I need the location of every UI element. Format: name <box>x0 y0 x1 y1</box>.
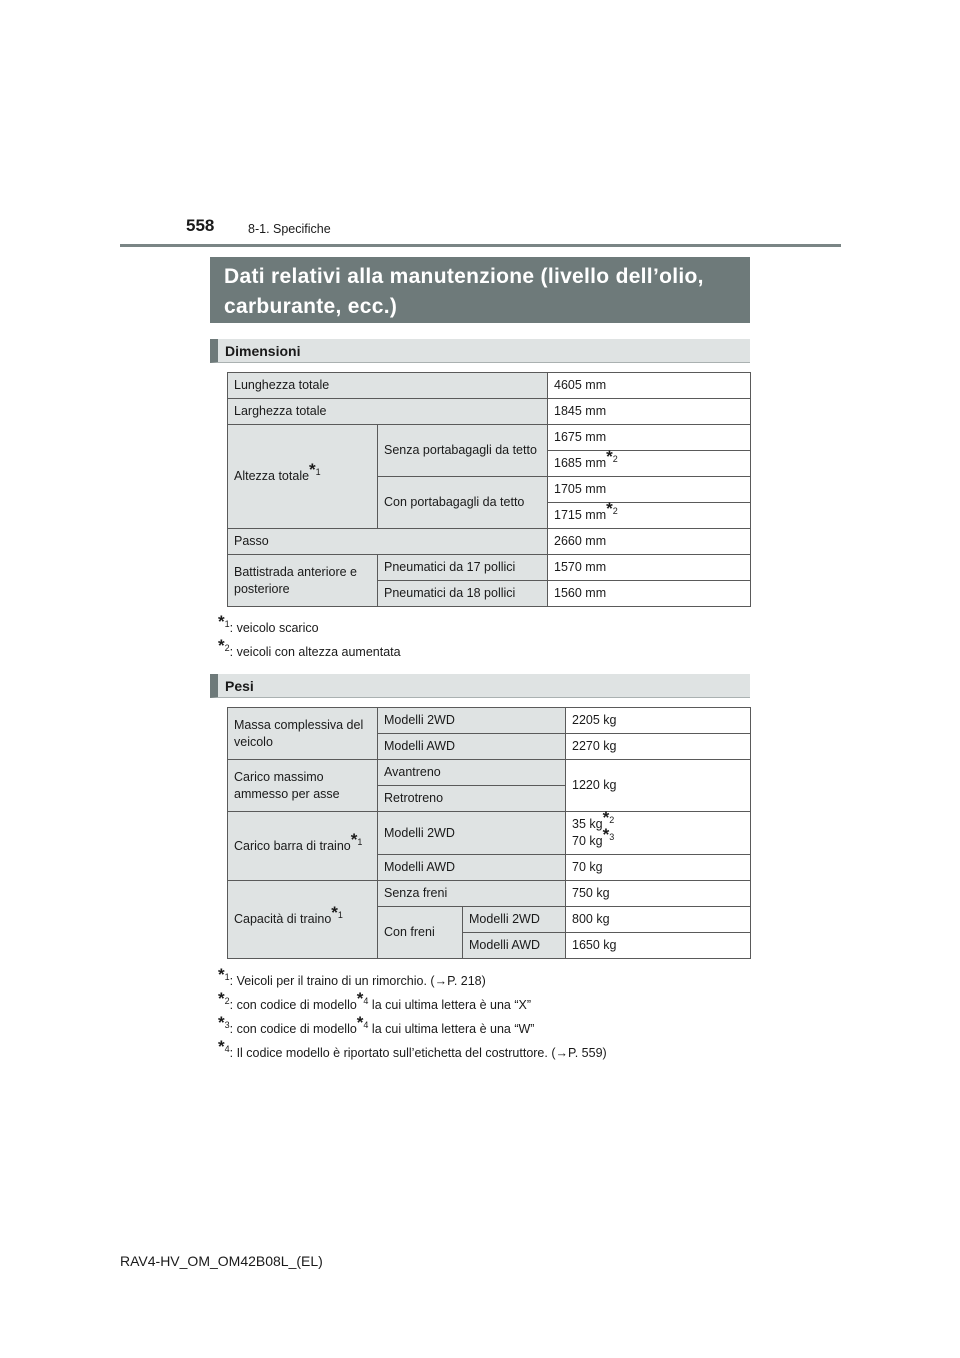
footnote-ref: 1 <box>224 618 230 629</box>
footnote-text: la cui ultima lettera è una “W” <box>368 1022 535 1036</box>
page-reference: P. 559) <box>568 1046 607 1060</box>
footnote-ref: 2 <box>612 505 618 516</box>
table-cell-label: Retrotreno <box>378 786 566 812</box>
document-code: RAV4-HV_OM_OM42B08L_(EL) <box>120 1253 323 1269</box>
table-cell-label: Modelli 2WD <box>378 708 566 734</box>
footnote-star: * <box>606 446 613 466</box>
table-cell-value: 2270 kg <box>566 734 751 760</box>
footnote <box>218 964 486 988</box>
table-cell-label: Con freni <box>378 907 463 959</box>
table-cell-label: Modelli 2WD <box>378 812 566 855</box>
value-text: 1715 mm <box>554 508 607 522</box>
footnote-text: : veicoli con altezza aumentata <box>229 645 401 659</box>
footnote <box>218 988 532 1012</box>
footnote-star: * <box>331 902 338 922</box>
footnote-ref: 1 <box>224 971 230 982</box>
footnote-text: : con codice di modello <box>229 1022 357 1036</box>
footnote-ref: 4 <box>363 995 369 1006</box>
footnote-star: * <box>606 498 613 518</box>
dimensions-table <box>227 372 751 607</box>
table-cell-label: Modelli AWD <box>378 734 566 760</box>
table-cell-label <box>228 425 378 529</box>
table-cell-label: Pneumatici da 17 pollici <box>378 555 548 581</box>
table-row <box>228 373 751 399</box>
page-reference: P. 218) <box>447 974 486 988</box>
table-cell-label: Battistrada anteriore e posteriore <box>228 555 378 607</box>
table-cell-value <box>548 498 751 529</box>
table-cell-value: 70 kg <box>566 855 751 881</box>
table-cell-label: Modelli AWD <box>463 933 566 959</box>
footnote-star: * <box>309 459 316 479</box>
table-cell-label: Larghezza totale <box>228 399 548 425</box>
altezza-label: Altezza totale <box>234 469 310 483</box>
footnote-ref: 3 <box>609 831 615 842</box>
table-cell-label: Avantreno <box>378 760 566 786</box>
footnote-ref: 3 <box>224 1019 230 1030</box>
dimensions-heading: Dimensioni <box>210 339 750 363</box>
table-cell-value: 2660 mm <box>548 529 751 555</box>
footnote-star: * <box>218 635 225 655</box>
footnote-star: * <box>356 1012 364 1032</box>
table-cell-label: Senza portabagagli da tetto <box>378 425 548 477</box>
arrow-icon: → <box>434 974 448 988</box>
footnote-ref: 1 <box>337 909 343 920</box>
footnote-text: la cui ultima lettera è una “X” <box>368 998 532 1012</box>
table-row <box>228 399 751 425</box>
table-cell-value: 1570 mm <box>548 555 751 581</box>
table-row <box>228 760 751 786</box>
table-cell-value <box>548 446 751 477</box>
footnote-text: : Il codice modello è riportato sull’etichetta del costruttore. ( <box>229 1046 556 1060</box>
footnote-ref: 4 <box>363 1019 369 1030</box>
footnote-star: * <box>218 988 225 1008</box>
table-cell-value: 4605 mm <box>548 373 751 399</box>
footnote-star: * <box>602 824 610 844</box>
table-cell-value: 1675 mm <box>548 425 751 451</box>
value-line <box>572 807 744 833</box>
page-number: 558 <box>186 216 215 235</box>
value-text: 1685 mm <box>554 456 607 470</box>
table-cell-value: 800 kg <box>566 907 751 933</box>
header-rule <box>120 244 841 247</box>
table-cell-value: 1705 mm <box>548 477 751 503</box>
footnote-star: * <box>218 964 225 984</box>
footnote-ref: 4 <box>224 1043 230 1054</box>
table-cell-label <box>228 881 378 959</box>
table-cell-label: Modelli AWD <box>378 855 566 881</box>
table-cell-label: Passo <box>228 529 548 555</box>
page-title-line-1: Dati relativi alla manutenzione (livello dell’olio, <box>224 265 704 288</box>
footnote-text: : con codice di modello <box>229 998 357 1012</box>
footnote-ref: 2 <box>612 453 618 464</box>
footnote <box>218 611 319 635</box>
table-row <box>228 529 751 555</box>
footnote <box>218 1036 607 1060</box>
arrow-icon: → <box>555 1046 568 1060</box>
page-title <box>210 257 750 323</box>
footnote-ref: 2 <box>224 642 230 653</box>
table-row <box>228 881 751 907</box>
footnote-text: : veicolo scarico <box>229 621 319 635</box>
value-text: 70 kg <box>572 834 603 848</box>
table-cell-label: Carico massimo ammesso per asse <box>228 760 378 812</box>
table-row <box>228 708 751 734</box>
footnote-ref: 2 <box>224 995 230 1006</box>
footnote-star: * <box>218 1012 225 1032</box>
footnote-star: * <box>356 988 364 1008</box>
table-cell-value: 1560 mm <box>548 581 751 607</box>
value-text: 35 kg <box>572 817 603 831</box>
capacita-label: Capacità di traino <box>234 912 332 926</box>
table-cell-label: Senza freni <box>378 881 566 907</box>
footnote-star: * <box>350 829 358 849</box>
table-row <box>228 555 751 581</box>
weights-heading: Pesi <box>210 674 750 698</box>
table-cell-label: Con portabagagli da tetto <box>378 477 548 529</box>
footnote-star: * <box>218 1036 225 1056</box>
barra-label: Carico barra di traino <box>234 838 351 853</box>
footnote <box>218 1012 535 1036</box>
table-cell-value: 1650 kg <box>566 933 751 959</box>
section-label: 8-1. Specifiche <box>248 222 331 236</box>
weights-table <box>227 707 751 959</box>
table-cell-value: 750 kg <box>566 881 751 907</box>
table-cell-label: Pneumatici da 18 pollici <box>378 581 548 607</box>
table-row <box>228 425 751 451</box>
table-cell-value <box>566 807 751 855</box>
table-cell-label: Modelli 2WD <box>463 907 566 933</box>
footnote-ref: 1 <box>315 466 321 477</box>
table-cell-value: 1845 mm <box>548 399 751 425</box>
footnote-text: : Veicoli per il traino di un rimorchio. ( <box>229 974 435 988</box>
footnote <box>218 635 401 659</box>
footnote-ref: 1 <box>357 836 363 847</box>
table-cell-label <box>228 812 378 881</box>
page-title-line-2: carburante, ecc.) <box>224 295 398 318</box>
table-cell-value: 2205 kg <box>566 708 751 734</box>
table-cell-value: 1220 kg <box>566 760 751 812</box>
table-cell-label: Massa complessiva del veicolo <box>228 708 378 760</box>
footnote-star: * <box>602 807 610 827</box>
table-cell-label: Lunghezza totale <box>228 373 548 399</box>
footnote-star: * <box>218 611 225 631</box>
table-row <box>228 812 751 855</box>
footnote-ref: 2 <box>609 814 615 825</box>
